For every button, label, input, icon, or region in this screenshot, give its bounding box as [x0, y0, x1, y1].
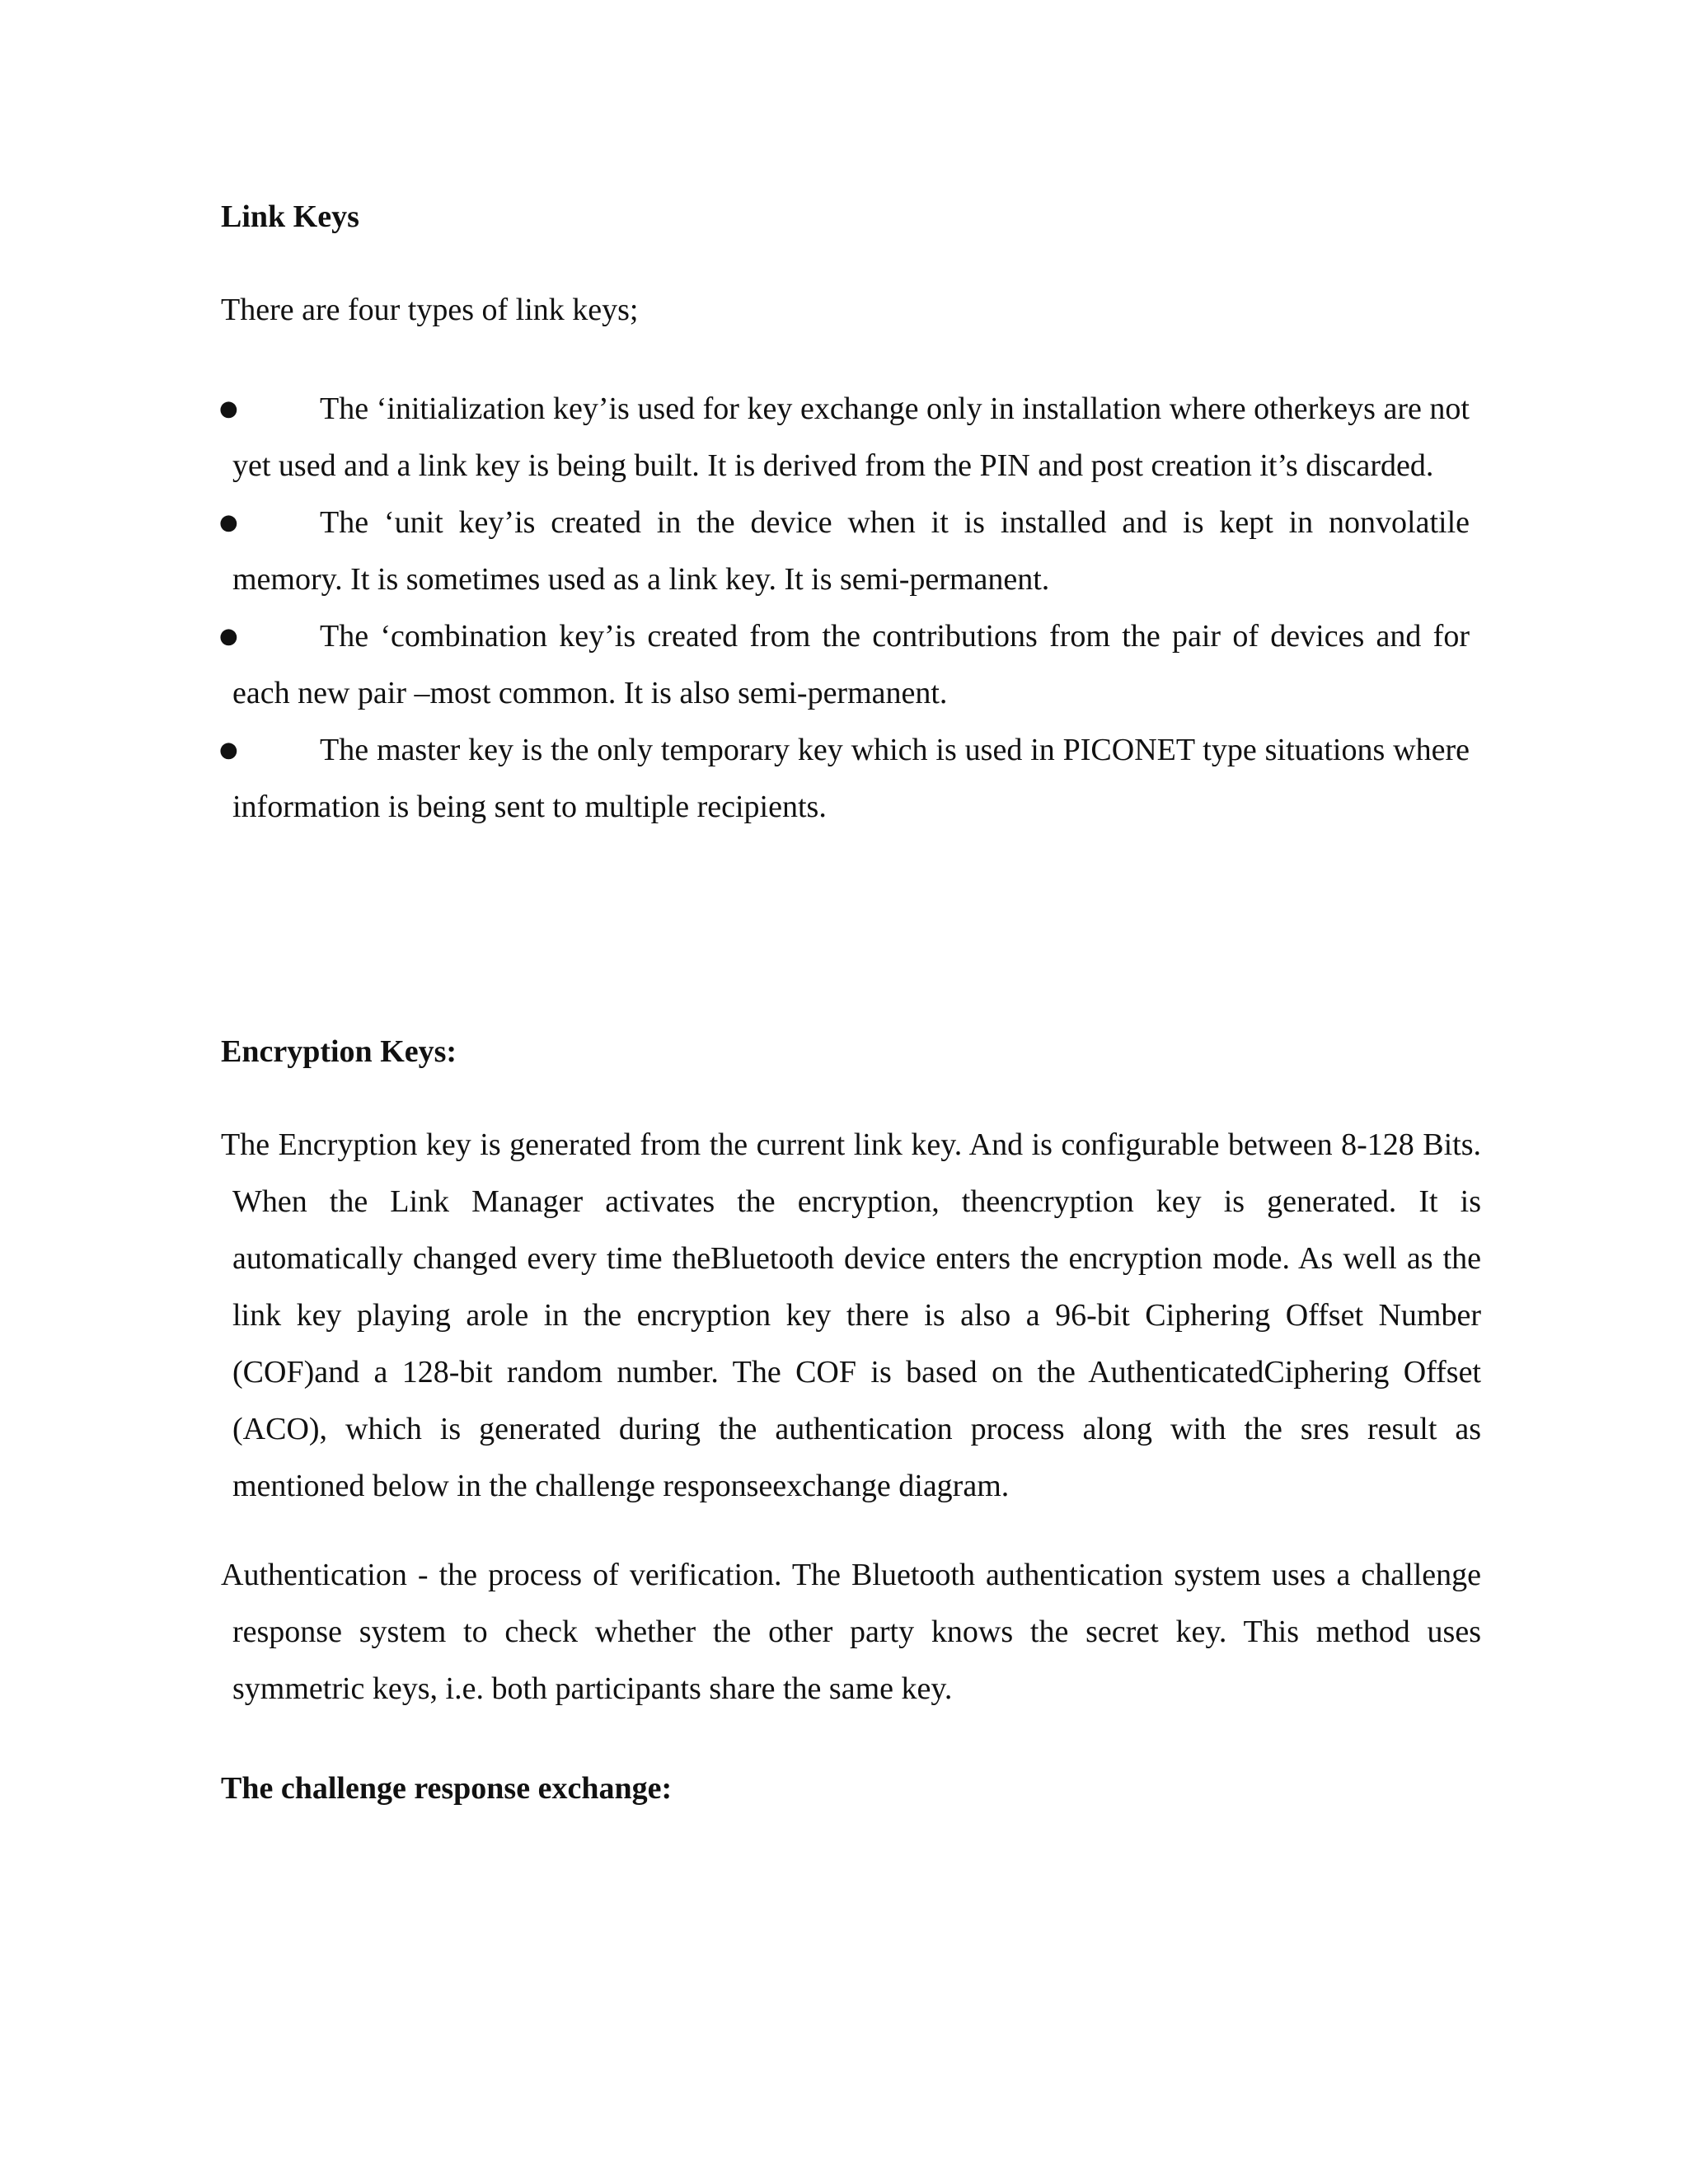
heading-link-keys: Link Keys — [221, 199, 359, 234]
list-item — [221, 722, 1470, 836]
bullet-icon: ● — [219, 510, 238, 535]
heading-encryption-keys: Encryption Keys: — [221, 1034, 457, 1069]
list-item — [221, 381, 1470, 494]
link-keys-intro: There are four types of link keys; — [221, 293, 639, 327]
heading-challenge-response: The challenge response exchange: — [221, 1771, 673, 1806]
authentication-paragraph: Authentication - the process of verification. The Bluetooth authentication system uses a challenge response system to check whether the other party knows the secret key. This method uses symmetric keys, i.e. both participants share the same key. — [221, 1558, 1481, 1706]
link-key-types-list — [221, 381, 1470, 836]
encryption-keys-paragraph: The Encryption key is generated from the current link key. And is configurable between 8-128 Bits. When the Link Manager activates the encryption, theencryption key is generated. It is automatically changed every time theBluetooth device enters the encryption mode. As well as the link key playing arole in the encryption key there is also a 96-bit Ciphering Offset Number (COF)and a 128-bit random number. The COF is based on the AuthenticatedCiphering Offset (ACO), which is generated during the authentication process along with the sres result as mentioned below in the challenge responseexchange diagram. — [221, 1127, 1481, 1503]
list-item-text: The ‘unit key’is created in the device when it is installed and is kept in nonvolatile memory. It is sometimes used as a link key. It is semi-permanent. — [232, 505, 1470, 597]
list-item-text: The ‘combination key’is created from the contributions from the pair of devices and for each new pair –most common. It is also semi-permanent. — [232, 619, 1470, 710]
bullet-icon: ● — [219, 396, 238, 421]
list-item-text: The ‘initialization key’is used for key exchange only in installation where otherkeys are not yet used and a link key is being built. It is derived from the PIN and post creation it’s discarded. — [232, 391, 1470, 483]
list-item — [221, 608, 1470, 722]
list-item-text: The master key is the only temporary key which is used in PICONET type situations where information is being sent to multiple recipients. — [232, 733, 1470, 824]
bullet-icon: ● — [219, 624, 238, 649]
bullet-icon: ● — [219, 738, 238, 762]
list-item — [221, 494, 1470, 608]
